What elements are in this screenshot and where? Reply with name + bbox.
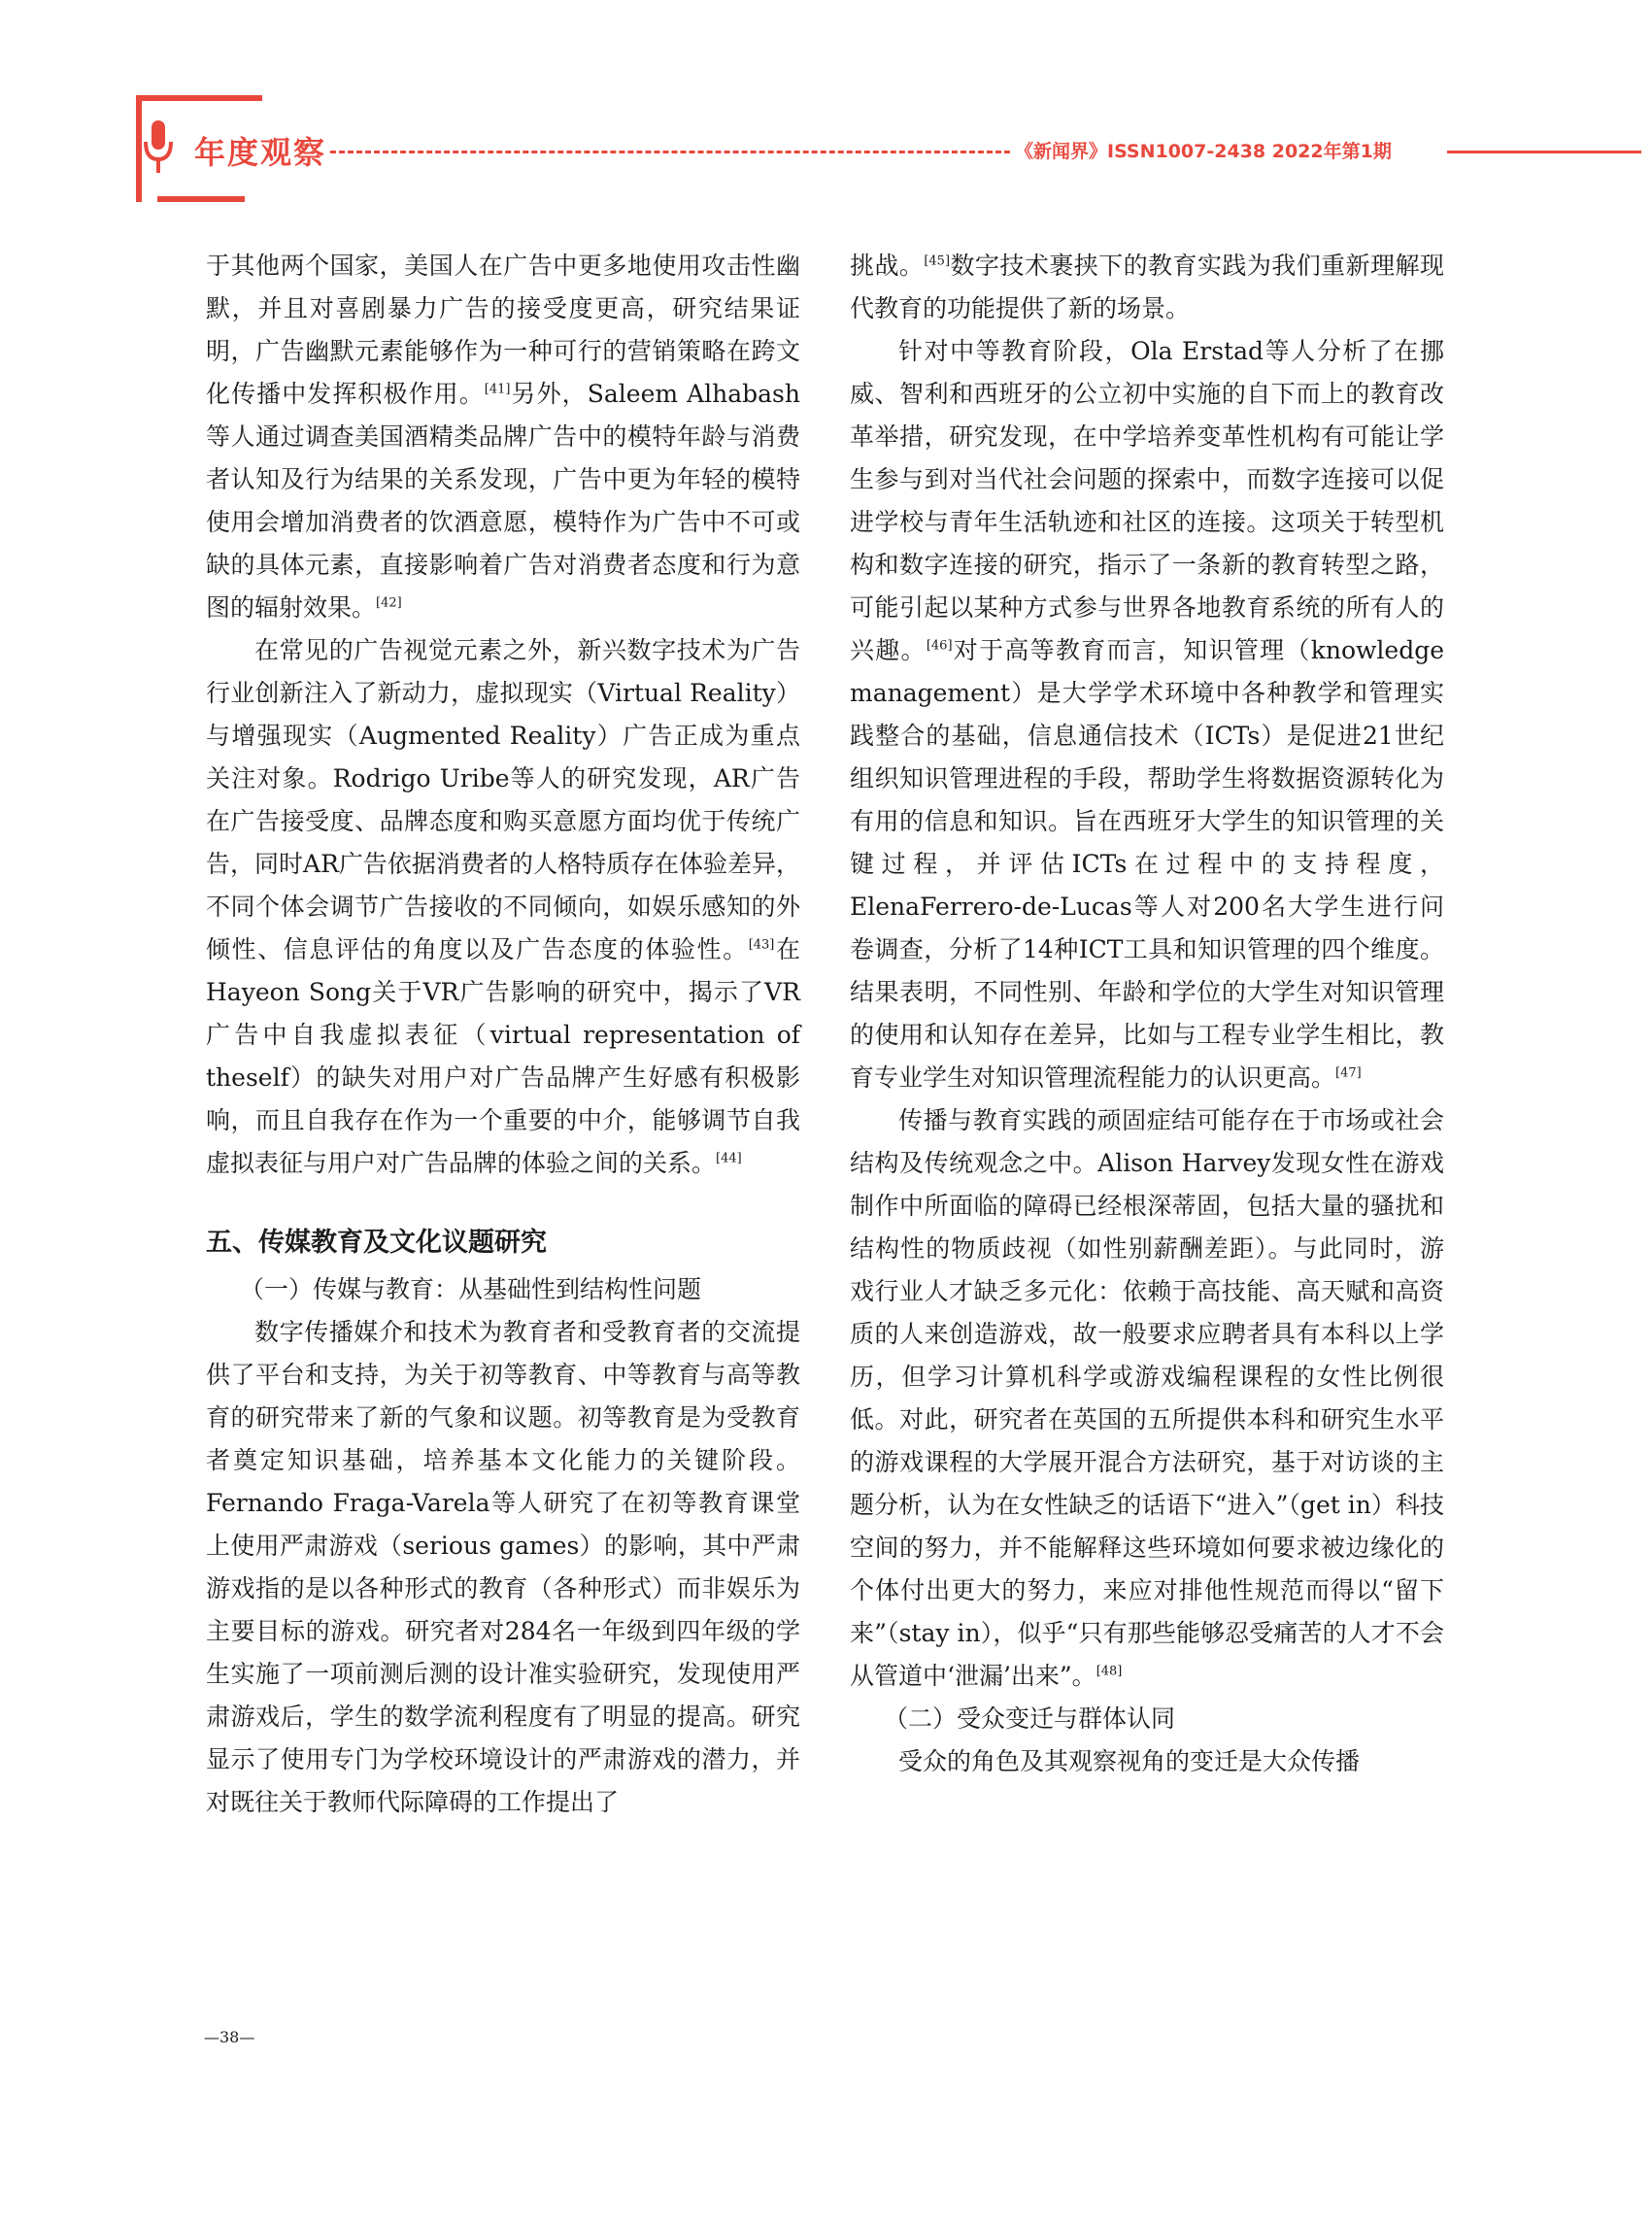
citation-ref: [47]: [1335, 1065, 1362, 1081]
header-divider-left: [330, 151, 1010, 153]
paragraph: 挑战。[45]数字技术裹挟下的教育实践为我们重新理解现代教育的功能提供了新的场景。: [850, 252, 1444, 322]
logo-underline: [157, 196, 245, 202]
citation-ref: [43]: [748, 937, 775, 953]
citation-ref: [44]: [716, 1151, 742, 1166]
citation-ref: [48]: [1096, 1664, 1123, 1679]
paragraph: 针对中等教育阶段，Ola Erstad等人分析了在挪威、智利和西班牙的公立初中实施的自下而上的教育改革举措，研究发现，在中学培养变革性机构有可能让学生参与到对当代社会问题的探索中，而数字连接可以促进学校与青年生活轨迹和社区的连接。这项关于转型机构和数字连接的研究，指示了一条新的教育转型之路，可能引起以某种方式参与世界各地教育系统的所有人的兴趣。[46]对于高等教育而言，知识管理（knowledge management）是大学学术环境中各种教学和管理实践整合的基础，信息通信技术（ICTs）是促进21世纪组织知识管理进程的手段，帮助学生将数据资源转化为有用的信息和知识。旨在西班牙大学生的知识管理的关键过程，并评估ICTs在过程中的支持程度，ElenaFerrero-de-Lucas等人对200名大学生进行问卷调查，分析了14种ICT工具和知识管理的四个维度。结果表明，不同性别、年龄和学位的大学生对知识管理的使用和认知存在差异，比如与工程专业学生相比，教育专业学生对知识管理流程能力的认识更高。[47]: [850, 337, 1444, 1092]
subsection-heading: （二）受众变迁与群体认同: [884, 1704, 1176, 1733]
citation-ref: [46]: [926, 638, 953, 654]
paragraph: 在常见的广告视觉元素之外，新兴数字技术为广告行业创新注入了新动力，虚拟现实（Virtual Reality）与增强现实（Augmented Reality）广告正成为重点关注对象。Rodrigo Uribe等人的研究发现，AR广告在广告接受度、品牌态度和购买意愿方面均优于传统广告，同时AR广告依据消费者的人格特质存在体验差异，不同个体会调节广告接收的不同倾向，如娱乐感知的外倾性、信息评估的角度以及广告态度的体验性。[43]在Hayeon Song关于VR广告影响的研究中，揭示了VR广告中自我虚拟表征（virtual representation of theself）的缺失对用户对广告品牌产生好感有积极影响，而且自我存在作为一个重要的中介，能够调节自我虚拟表征与用户对广告品牌的体验之间的关系。[44]: [206, 636, 800, 1177]
paragraph: 受众的角色及其观察视角的变迁是大众传播: [898, 1747, 1361, 1775]
citation-ref: [42]: [376, 595, 402, 611]
subsection-heading: （一）传媒与教育：从基础性到结构性问题: [240, 1275, 702, 1303]
citation-ref: [45]: [924, 253, 951, 269]
right-column: [850, 245, 1444, 1783]
paragraph: 传播与教育实践的顽固症结可能存在于市场或社会结构及传统观念之中。Alison Harvey发现女性在游戏制作中所面临的障碍已经根深蒂固，包括大量的骚扰和结构性的物质歧视（如性别薪酬差距）。与此同时，游戏行业人才缺乏多元化：依赖于高技能、高天赋和高资质的人来创造游戏，故一般要求应聘者具有本科以上学历，但学习计算机科学或游戏编程课程的女性比例很低。对此，研究者在英国的五所提供本科和研究生水平的游戏课程的大学展开混合方法研究，基于对访谈的主题分析，认为在女性缺乏的话语下“进入”（get in）科技空间的努力，并不能解释这些环境如何要求被边缘化的个体付出更大的努力，来应对排他性规范而得以“留下来”（stay in），似乎“只有那些能够忍受痛苦的人才不会从管道中‘泄漏’出来”。[48]: [850, 1106, 1444, 1690]
microphone-icon: [144, 120, 173, 177]
journal-label: 《新闻界》ISSN1007-2438 2022年第1期: [1015, 141, 1392, 162]
section-label: 年度观察: [194, 134, 327, 171]
paragraph: 于其他两个国家，美国人在广告中更多地使用攻击性幽默，并且对喜剧暴力广告的接受度更高，研究结果证明，广告幽默元素能够作为一种可行的营销策略在跨文化传播中发挥积极作用。[41]另外，Saleem Alhabash等人通过调查美国酒精类品牌广告中的模特年龄与消费者认知及行为结果的关系发现，广告中更为年轻的模特使用会增加消费者的饮酒意愿，模特作为广告中不可或缺的具体元素，直接影响着广告对消费者态度和行为意图的辐射效果。[42]: [206, 252, 800, 622]
paragraph: 数字传播媒介和技术为教育者和受教育者的交流提供了平台和支持，为关于初等教育、中等教育与高等教育的研究带来了新的气象和议题。初等教育是为受教育者奠定知识基础，培养基本文化能力的关键阶段。Fernando Fraga-Varela等人研究了在初等教育课堂上使用严肃游戏（serious games）的影响，其中严肃游戏指的是以各种形式的教育（各种形式）而非娱乐为主要目标的游戏。研究者对284名一年级到四年级的学生实施了一项前测后测的设计准实验研究，发现使用严肃游戏后，学生的数学流利程度有了明显的提高。研究显示了使用专门为学校环境设计的严肃游戏的潜力，并对既往关于教师代际障碍的工作提出了: [206, 1318, 800, 1816]
section-heading: 五、传媒教育及文化议题研究: [206, 1228, 547, 1258]
header-divider-right: [1447, 151, 1641, 153]
left-column: [206, 245, 800, 1824]
citation-ref: [41]: [484, 382, 511, 397]
page-number: —38—: [204, 2028, 255, 2046]
